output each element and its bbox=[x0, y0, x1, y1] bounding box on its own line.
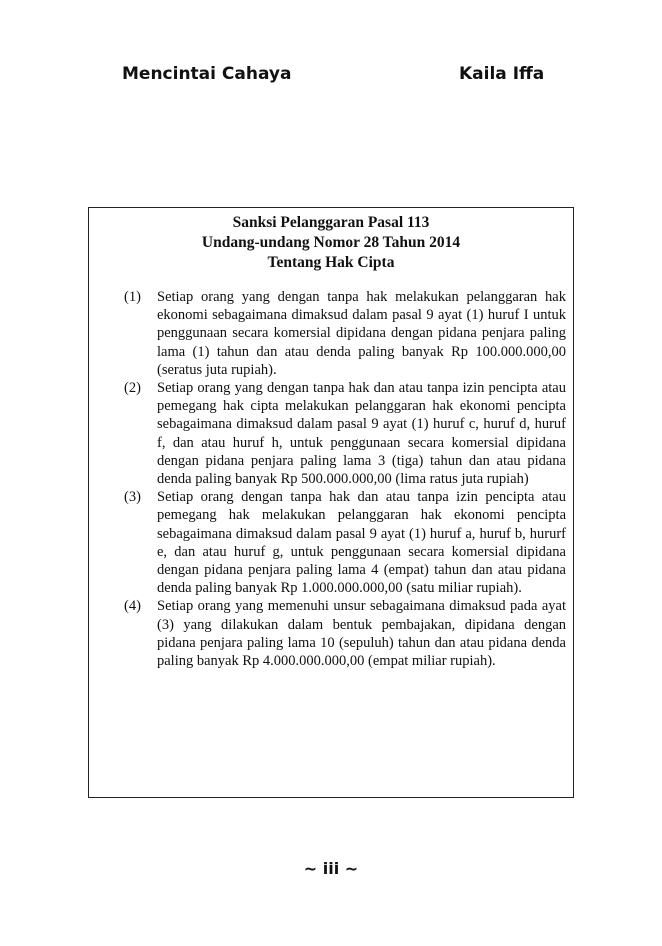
sanction-list bbox=[124, 288, 566, 670]
item-number: (3) bbox=[124, 489, 141, 506]
sanction-item-2 bbox=[124, 379, 566, 488]
heading-line-1: Sanksi Pelanggaran Pasal 113 bbox=[232, 214, 430, 231]
item-text: Setiap orang yang memenuhi unsur sebagaimana dimaksud pada ayat (3) yang dilakukan dalam bentuk pembajakan, dipidana dengan pidana penjara paling lama 10 (sepuluh) tahun dan atau pidana denda paling banyak Rp 4.000.000.000,00 (empat miliar rupiah). bbox=[157, 598, 566, 670]
sanction-item-1 bbox=[124, 288, 566, 379]
item-number: (2) bbox=[124, 380, 141, 397]
sanction-item-4 bbox=[124, 597, 566, 670]
item-number: (1) bbox=[124, 289, 141, 305]
heading-line-2: Undang-undang Nomor 28 Tahun 2014 bbox=[201, 234, 461, 251]
page-number: ~ iii ~ bbox=[303, 859, 359, 878]
book-title: Mencintai Cahaya bbox=[122, 64, 292, 84]
item-text: Setiap orang dengan tanpa hak dan atau tanpa izin pencipta atau pemegang hak melakukan pelanggaran hak ekonomi pencipta sebagaimana dimaksud dalam pasal 9 ayat (1) huruf a, huruf b, hururf e, dan atau huruf g, untuk penggunaan secara komersial dipidana dengan pidana penjara paling lama 4 (empat) tahun dan atau pidana denda paling banyak Rp 1.000.000.000,00 (satu miliar rupiah). bbox=[157, 489, 566, 597]
author-name: Kaila Iffa bbox=[459, 64, 545, 84]
item-number: (4) bbox=[124, 598, 141, 615]
sanction-item-3 bbox=[124, 488, 566, 597]
copyright-sanction-box bbox=[88, 207, 574, 798]
sanction-heading bbox=[89, 213, 573, 273]
item-text: Setiap orang yang dengan tanpa hak dan atau tanpa izin pencipta atau pemegang hak cipta melakukan pelanggaran hak ekonomi pencipta sebagaimana dimaksud dalam pasal 9 ayat (1) huruf c, huruf d, huruf f, dan atau huruf h, untuk penggunaan secara komersial dipidana dengan pidana penjara paling lama 3 (tiga) tahun dan atau pidana denda paling banyak Rp 500.000.000,00 (lima ratus juta rupiah) bbox=[157, 380, 566, 488]
heading-line-3: Tentang Hak Cipta bbox=[267, 254, 395, 271]
item-text: Setiap orang yang dengan tanpa hak melakukan pelanggaran hak ekonomi sebagaimana dimaksud dalam pasal 9 ayat (1) huruf I untuk penggunaan secara komersial dipidana dengan pidana penjara paling lama (1) tahun dan atau denda paling banyak Rp 100.000.000,00 (seratus juta rupiah). bbox=[157, 289, 566, 378]
